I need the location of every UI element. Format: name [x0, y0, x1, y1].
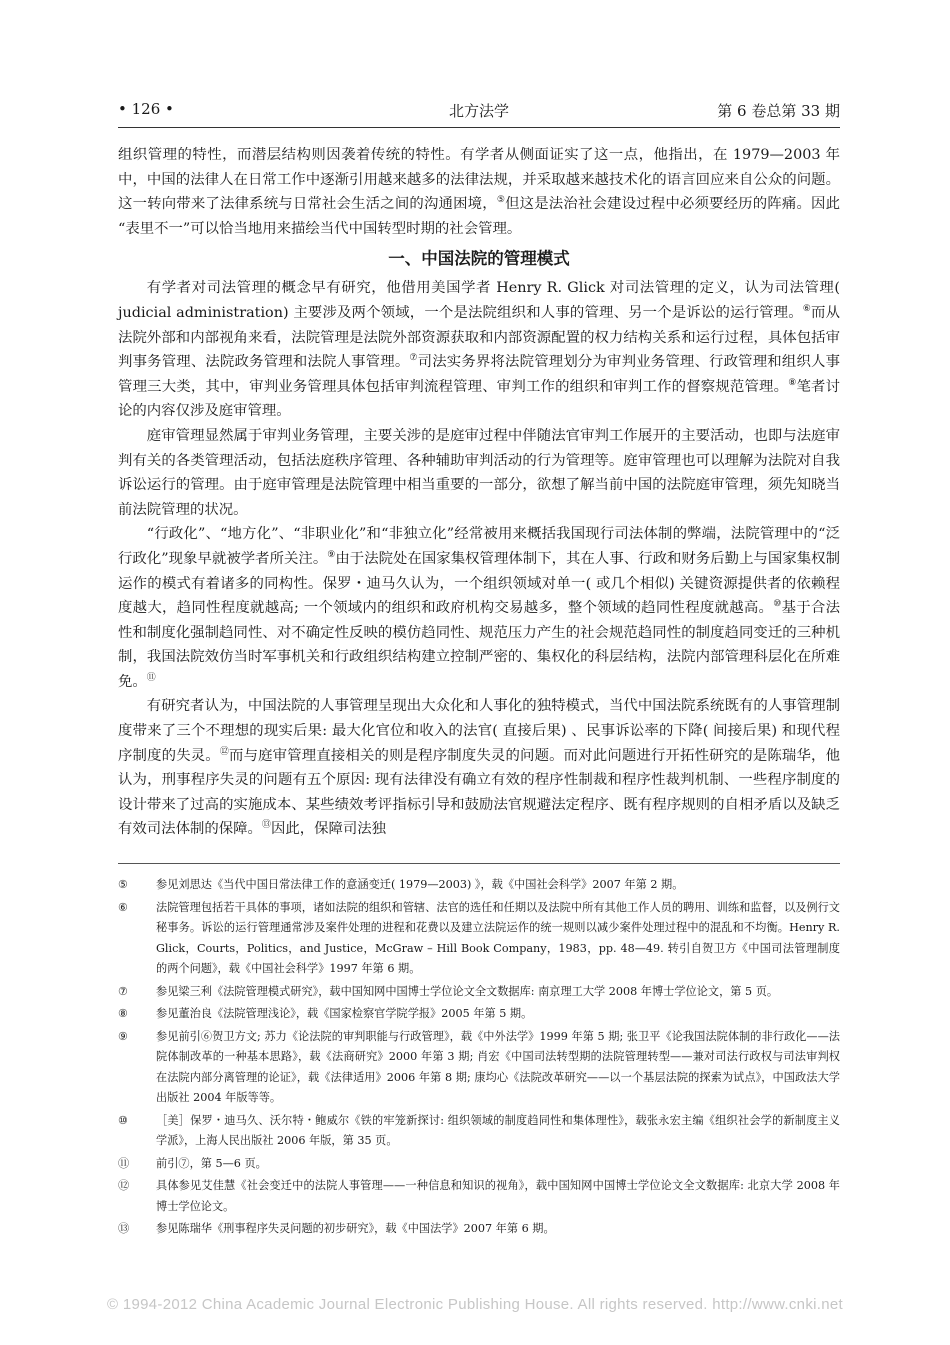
- footnote-mark: ⑦: [118, 984, 129, 998]
- footnote-ref[interactable]: ⑨: [327, 550, 336, 561]
- footnote: ⑥ 法院管理包括若干具体的事项，诸如法院的组织和管辖、法官的选任和任期以及法院中所有其他工作人员的聘用、训练和监督，以及例行文秘事务。诉讼的运行管理通常涉及案件处理的进程和花费以及建立法院运作的统一规则以减少案件处理过程中的混乱和不均衡。Henry R. Glick，Courts，Politics，and Justice，McGraw – Hill Book Company，1983，pp. 48—49. 转引自贺卫方《中国司法管理制度的两个问题》，载《中国社会科学》1997 年第 6 期。: [118, 898, 840, 980]
- footnote-mark: ⑨: [118, 1029, 129, 1043]
- footnote: ⑩ ［美］保罗・迪马久、沃尔特・鲍威尔《铁的牢笼新探讨: 组织领域的制度趋同性和集体理性》，载张永宏主编《组织社会学的新制度主义学派》，上海人民出版社 2006 年版，第 35 页。: [118, 1111, 840, 1152]
- footnote: ⑤ 参见刘思达《当代中国日常法律工作的意涵变迁( 1979—2003) 》，载《中国社会科学》2007 年第 2 期。: [118, 875, 840, 896]
- footnote-ref[interactable]: ⑬: [261, 820, 271, 831]
- journal-title: 北方法学: [448, 102, 509, 120]
- running-header: [118, 100, 840, 124]
- footnote-ref[interactable]: ⑪: [146, 673, 156, 684]
- footnote: ⑬ 参见陈瑞华《刑事程序失灵问题的初步研究》，载《中国法学》2007 年第 6 期。: [118, 1219, 840, 1240]
- footnote-ref[interactable]: ⑩: [773, 599, 782, 610]
- footnote-mark: ⑪: [118, 1156, 130, 1170]
- paragraph: 有学者对司法管理的概念早有研究，他借用美国学者 Henry R. Glick 对司法管理的定义，认为司法管理( judicial administration) 主要涉及两个领域，一个是法院组织和人事的管理、另一个是诉讼的运行管理。⑥而从法院外部和内部视角来看，法院管理是法院外部资源获取和内部资源配置的权力结构关系和运行过程，具体包括审判事务管理、法院政务管理和法院人事管理。⑦司法实务界将法院管理划分为审判业务管理、行政管理和组织人事管理三大类，其中，审判业务管理具体包括审判流程管理、审判工作的组织和审判工作的督察规范管理。⑧笔者讨论的内容仅涉及庭审管理。: [118, 280, 840, 420]
- page-number: • 126 •: [118, 100, 174, 118]
- section-heading: 一、中国法院的管理模式: [388, 249, 570, 269]
- copyright-watermark: © 1994-2012 China Academic Journal Electronic Publishing House. All rights reserved. http://www.cnki.net: [107, 1296, 843, 1313]
- header-rule: [118, 127, 840, 128]
- paragraph: 庭审管理显然属于审判业务管理，主要关涉的是庭审过程中伴随法官审判工作展开的主要活动，也即与法庭审判有关的各类管理活动，包括法庭秩序管理、各种辅助审判活动的行为管理等。庭审管理也可以理解为法院对自我诉讼运行的管理。由于庭审管理是法院管理中相当重要的一部分，欲想了解当前中国的法院庭审管理，须先知晓当前法院管理的状况。: [118, 427, 840, 518]
- footnote: ⑧ 参见董治良《法院管理浅论》，载《国家检察官学院学报》2005 年第 5 期。: [118, 1004, 840, 1025]
- paragraph: “行政化”、“地方化”、“非职业化”和“非独立化”经常被用来概括我国现行司法体制的弊端，法院管理中的“泛行政化”现象早就被学者所关注。⑨由于法院处在国家集权管理体制下，其在人事、行政和财务后勤上与国家集权制运作的模式有着诸多的同构性。保罗・迪马久认为，一个组织领域对单一( 或几个相似) 关键资源提供者的依赖程度越大，趋同性程度就越高; 一个领域内的组织和政府机构交易越多，整个领域的趋同性程度就越高。⑩基于合法性和制度化强制趋同性、对不确定性反映的模仿趋同性、规范压力产生的社会规范趋同性的制度趋同变迁的三种机制，我国法院效仿当时军事机关和行政组织结构建立控制严密的、集权化的科层结构，法院内部管理科层化在所难免。⑪: [118, 526, 840, 690]
- paragraph: 组织管理的特性，而潜层结构则因袭着传统的特性。有学者从侧面证实了这一点，他指出，在 1979—2003 年中，中国的法律人在日常工作中逐渐引用越来越多的法律法规，并采取越来越技术化的语言回应来自公众的问题。这一转向带来了法律系统与日常社会生活之间的沟通困境，⑤但这是法治社会建设过程中必须要经历的阵痛。因此 “表里不一”可以恰当地用来描绘当代中国转型时期的社会管理。: [118, 147, 840, 237]
- footnote-mark: ⑤: [118, 878, 129, 891]
- footnote: ⑦ 参见梁三利《法院管理模式研究》，载中国知网中国博士学位论文全文数据库: 南京理工大学 2008 年博士学位论文，第 5 页。: [118, 982, 840, 1003]
- footnote: ⑫ 具体参见艾佳慧《社会变迁中的法院人事管理——一种信息和知识的视角》，载中国知网中国博士学位论文全文数据库: 北京大学 2008 年博士学位论文。: [118, 1176, 840, 1217]
- footnote-mark: ⑧: [118, 1007, 129, 1020]
- footnote: ⑨ 参见前引⑥贺卫方文; 苏力《论法院的审判职能与行政管理》，载《中外法学》1999 年第 5 期; 张卫平《论我国法院体制的非行政化——法院体制改革的一种基本思路》，载《法商研究》2000 年第 3 期; 肖宏《中国司法转型期的法院管理转型——兼对司法行政权与司法审判权在法院内部分离管理的论证》，载《法律适用》2006 年第 8 期; 康均心《法院改革研究——以一个基层法院的探索为试点》，中国政法大学出版社 2004 年版等等。: [118, 1027, 840, 1109]
- footnotes: [118, 875, 840, 1242]
- footnote-mark: ⑩: [118, 1113, 129, 1127]
- footnote-divider: [118, 863, 840, 864]
- footnote-mark: ⑫: [118, 1179, 130, 1192]
- footnote-ref[interactable]: ⑧: [788, 377, 797, 388]
- issue-label: 第 6 卷总第 33 期: [717, 102, 840, 120]
- footnote-ref[interactable]: ⑥: [802, 304, 812, 315]
- article-body: [118, 143, 840, 842]
- paragraph: 有研究者认为，中国法院的人事管理呈现出大众化和人事化的独特模式，当代中国法院系统既有的人事管理制度带来了三个不理想的现实后果: 最大化官位和收入的法官( 直接后果) 、民事诉讼率的下降( 间接后果) 和现代程序制度的失灵。⑫而与庭审管理直接相关的则是程序制度失灵的问题。而对此问题进行开拓性研究的是陈瑞华，他认为，刑事程序失灵的问题有五个原因: 现有法律没有确立有效的程序性制裁和程序性裁判机制、一些程序制度的设计带来了过高的实施成本、某些绩效考评指标引导和鼓励法官规避法定程序、既有程序规则的自相矛盾以及缺乏有效司法体制的保障。⑬因此，保障司法独: [118, 698, 840, 838]
- footnote-ref[interactable]: ⑦: [409, 353, 418, 364]
- footnote: ⑪ 前引⑦，第 5—6 页。: [118, 1154, 840, 1175]
- footnote-mark: ⑬: [118, 1222, 130, 1235]
- footnote-ref[interactable]: ⑫: [219, 746, 230, 757]
- footnote-ref[interactable]: ⑤: [496, 195, 506, 206]
- footnote-mark: ⑥: [118, 900, 129, 914]
